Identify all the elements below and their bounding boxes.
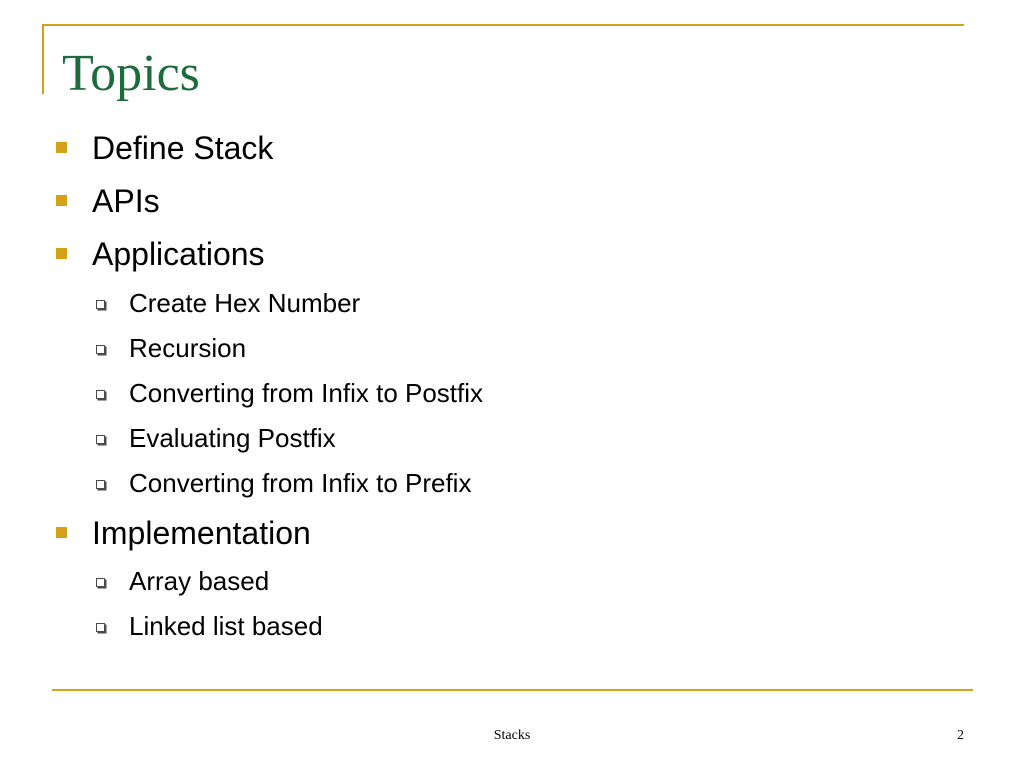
- hollow-shadow-box-bullet-icon: [96, 480, 105, 489]
- bottom-gold-rule: [52, 689, 973, 691]
- sub-bullet-item: [129, 287, 360, 319]
- sub-bullet-item: [129, 610, 323, 642]
- hollow-shadow-box-bullet-icon: [96, 623, 105, 632]
- sub-bullet-text: Converting from Infix to Postfix: [129, 378, 484, 408]
- sub-bullet-text: Evaluating Postfix: [129, 423, 336, 453]
- gold-square-bullet-icon: [56, 248, 67, 259]
- bullet-text: Applications: [92, 236, 265, 272]
- gold-square-bullet-icon: [56, 527, 67, 538]
- sub-bullet-text: Linked list based: [129, 611, 323, 641]
- bullet-text: APIs: [92, 183, 160, 219]
- bullet-item: [92, 235, 265, 273]
- sub-bullet-item: [129, 332, 246, 364]
- page-number: 2: [957, 728, 964, 743]
- sub-bullet-text: Create Hex Number: [129, 288, 361, 318]
- hollow-shadow-box-bullet-icon: [96, 578, 105, 587]
- sub-bullet-item: [129, 467, 471, 499]
- hollow-shadow-box-bullet-icon: [96, 390, 105, 399]
- hollow-shadow-box-bullet-icon: [96, 345, 105, 354]
- slide-title: Topics: [62, 45, 200, 102]
- sub-bullet-item: [129, 422, 336, 454]
- sub-bullet-item: [129, 377, 483, 409]
- footer-title: Stacks: [493, 728, 531, 743]
- sub-bullet-text: Converting from Infix to Prefix: [129, 468, 472, 498]
- bullet-item: [92, 182, 160, 220]
- sub-bullet-text: Recursion: [129, 333, 247, 363]
- sub-bullet-item: [129, 565, 269, 597]
- hollow-shadow-box-bullet-icon: [96, 435, 105, 444]
- gold-square-bullet-icon: [56, 142, 67, 153]
- bullet-item: [92, 514, 311, 552]
- bullet-text: Define Stack: [92, 130, 274, 166]
- gold-square-bullet-icon: [56, 195, 67, 206]
- bullet-item: [92, 129, 273, 167]
- hollow-shadow-box-bullet-icon: [96, 300, 105, 309]
- sub-bullet-text: Array based: [129, 566, 270, 596]
- bullet-text: Implementation: [92, 515, 311, 551]
